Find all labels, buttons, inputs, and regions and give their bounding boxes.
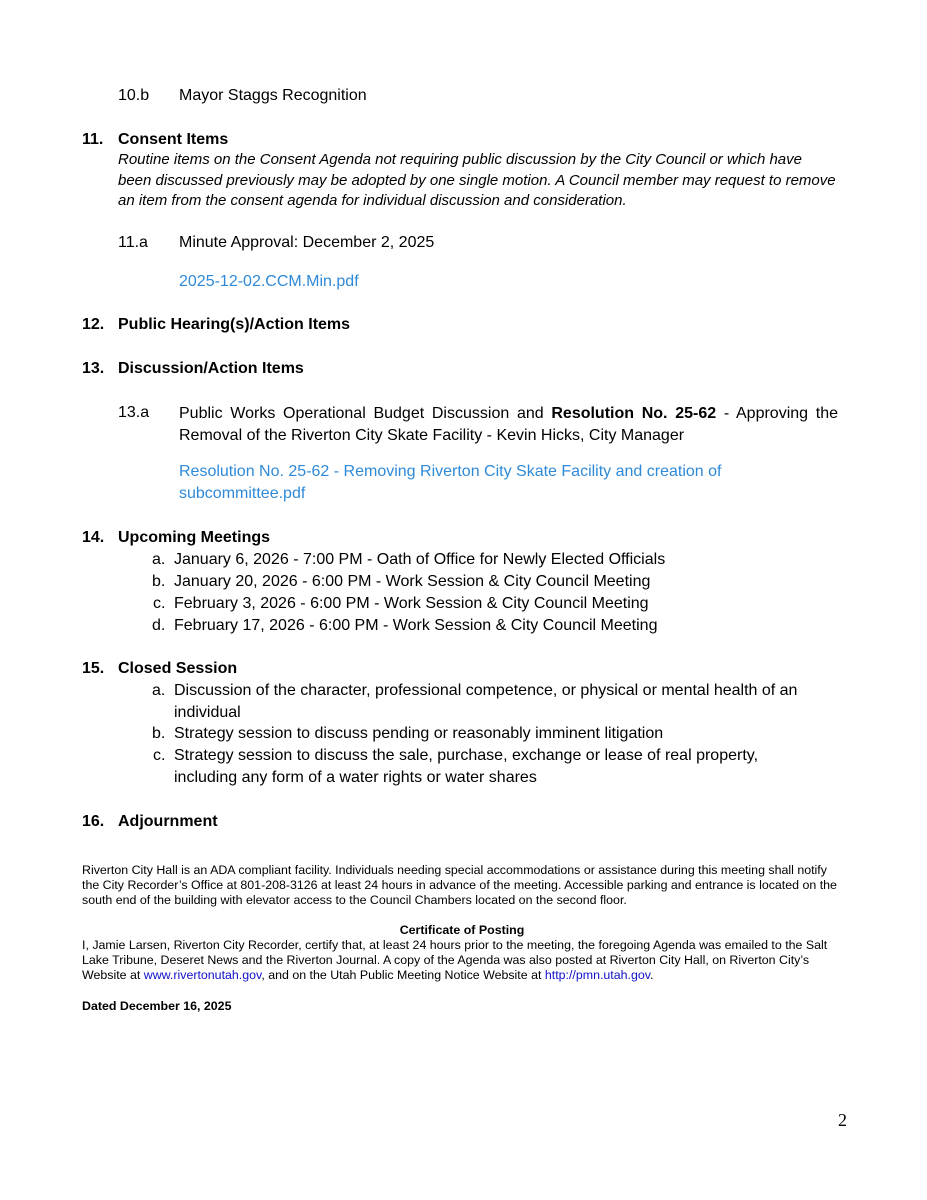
item-text-part: Public Works Operational Budget Discussion and: [179, 405, 552, 422]
closed-item: Strategy session to discuss the sale, purchase, exchange or lease of real property,: [174, 747, 759, 764]
list-letter: b.: [152, 725, 166, 742]
ada-notice: Riverton City Hall is an ADA compliant facility. Individuals needing special accommodations or assistance during this meeting shall notify the City Recorder’s Office at 801-208-3126 at least 24 hours in advance of the meeting. Accessible parking and entrance is located on the south end of the building with elevator access to the Council Chambers located on the second floor.: [82, 863, 837, 908]
certificate-text: [82, 938, 842, 984]
list-letter: a.: [152, 551, 166, 568]
certificate-text-part: .: [650, 968, 654, 983]
closed-item-cont: including any form of a water rights or water shares: [174, 769, 537, 786]
certificate-title: Certificate of Posting: [399, 923, 525, 937]
certificate-text-part: I, Jamie Larsen, Riverton City Recorder, certify that, at least 24 hours prior to the meeting, the foregoing Agenda was emailed to the Salt Lake Tribune, Deseret News and the Riverton Journal. A copy of the Agenda was also posted at Riverton City Hall, on Riverton City’s Website at: [82, 938, 828, 983]
section-number: 13.: [82, 360, 105, 377]
dated-line: Dated December 16, 2025: [82, 999, 232, 1013]
consent-description: Routine items on the Consent Agenda not requiring public discussion by the City Council or which have been discussed previously may be adopted by one single motion. A Council member may request to remove an item from the consent agenda for individual discussion and consideration.: [118, 151, 836, 209]
resolution-pdf-link[interactable]: Resolution No. 25-62 - Removing Riverton City Skate Facility and creation of: [179, 463, 722, 480]
item-text-part: - Approving the Removal of the Riverton City Skate Facility - Kevin Hicks, City Manager: [179, 405, 838, 444]
section-number: 12.: [82, 316, 105, 333]
pmn-website-link[interactable]: http://pmn.utah.gov: [544, 968, 651, 983]
riverton-website-link[interactable]: www.rivertonutah.gov: [143, 968, 262, 983]
list-letter: b.: [152, 573, 166, 590]
item-text: Minute Approval: December 2, 2025: [179, 234, 435, 251]
item-number: 13.a: [118, 404, 150, 421]
list-letter: c.: [153, 747, 166, 764]
section-number: 14.: [82, 529, 105, 546]
section-title: Consent Items: [118, 131, 229, 148]
item-number: 11.a: [118, 234, 148, 251]
closed-item: Strategy session to discuss pending or reasonably imminent litigation: [174, 725, 664, 742]
section-title: Discussion/Action Items: [118, 360, 304, 377]
certificate-text-part: , and on the Utah Public Meeting Notice Website at: [261, 968, 545, 983]
meeting-item: February 3, 2026 - 6:00 PM - Work Session & City Council Meeting: [174, 595, 649, 612]
list-letter: c.: [153, 595, 166, 612]
page-number: 2: [838, 1110, 847, 1130]
section-number: 15.: [82, 660, 105, 677]
closed-item-cont: individual: [174, 704, 241, 721]
section-title: Adjournment: [118, 813, 218, 830]
resolution-pdf-link-cont[interactable]: subcommittee.pdf: [179, 485, 306, 502]
list-letter: d.: [152, 617, 166, 634]
section-title: Upcoming Meetings: [118, 529, 271, 546]
section-title: Public Hearing(s)/Action Items: [118, 316, 351, 333]
meeting-item: January 6, 2026 - 7:00 PM - Oath of Office for Newly Elected Officials: [174, 551, 666, 568]
item-text: [179, 403, 838, 447]
minutes-pdf-link[interactable]: 2025-12-02.CCM.Min.pdf: [179, 273, 359, 290]
item-number: 10.b: [118, 87, 150, 104]
meeting-item: January 20, 2026 - 6:00 PM - Work Session & City Council Meeting: [174, 573, 651, 590]
list-letter: a.: [152, 682, 166, 699]
section-number: 11.: [82, 131, 104, 148]
resolution-number: Resolution No. 25-62: [551, 405, 717, 422]
meeting-item: February 17, 2026 - 6:00 PM - Work Session & City Council Meeting: [174, 617, 658, 634]
section-number: 16.: [82, 813, 105, 830]
closed-item: Discussion of the character, professional competence, or physical or mental health of an: [174, 682, 798, 699]
item-text: Mayor Staggs Recognition: [179, 87, 367, 104]
section-title: Closed Session: [118, 660, 238, 677]
